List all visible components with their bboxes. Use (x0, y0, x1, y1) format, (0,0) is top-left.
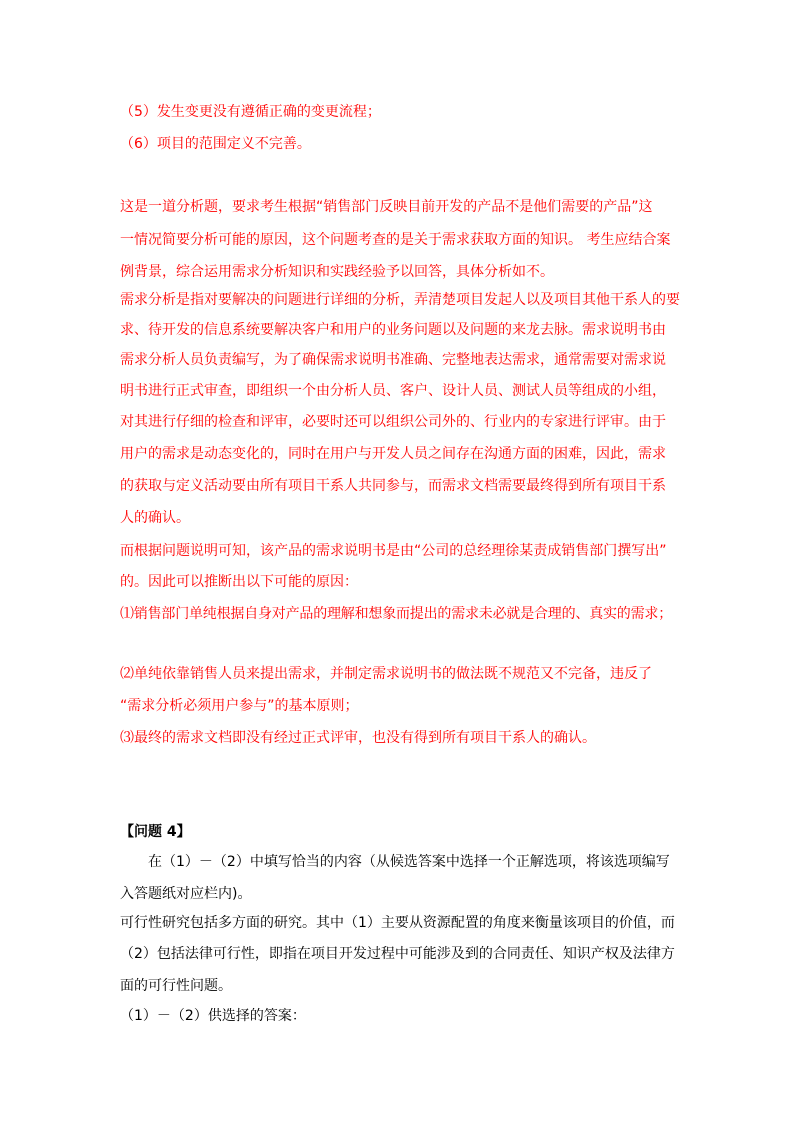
question-4-heading: 【问题 4】 (120, 824, 191, 840)
requirements-line: 用户的需求是动态变化的，同时在用户与开发人员之间存在沟通方面的困难，因此，需求 (120, 446, 666, 462)
question-4-instruction-line: 在（1）－（2）中填写恰当的内容（从候选答案中选择一个正解选项，将该选项编写 (148, 854, 670, 870)
analysis-intro-line: 例背景，综合运用需求分析知识和实践经验予以回答，具体分析如不。 (120, 264, 554, 280)
conclusion-point-3: ⑶最终的需求文档即没有经过正式评审，也没有得到所有项目干系人的确认。 (120, 730, 596, 746)
conclusion-point-2-line: “需求分析必须用户参与”的基本原则； (120, 698, 359, 714)
requirements-line: 明书进行正式审查，即组织一个由分析人员、客户、设计人员、测试人员等组成的小组， (120, 383, 666, 399)
requirements-line: 求、待开发的信息系统要解决客户和用户的业务问题以及问题的来龙去脉。需求说明书由 (120, 322, 666, 338)
question-4-body-line: 面的可行性问题。 (120, 978, 232, 994)
question-4-options-label: （1）－（2）供选择的答案： (120, 1008, 306, 1024)
reason-item-6: （6）项目的范围定义不完善。 (120, 136, 311, 152)
analysis-intro-line: 这是一道分析题，要求考生根据“销售部门反映目前开发的产品不是他们需要的产品”这 (120, 199, 653, 215)
question-4-body-line: 可行性研究包括多方面的研究。其中（1）主要从资源配置的角度来衡量该项目的价值，而 (120, 915, 675, 931)
requirements-line: 人的确认。 (120, 510, 190, 526)
conclusion-intro-line: 而根据问题说明可知，该产品的需求说明书是由“公司的总经理徐某责成销售部门撰写出” (120, 543, 667, 559)
question-4-instruction-line: 入答题纸对应栏内)。 (120, 886, 252, 902)
analysis-intro-line: 一情况简要分析可能的原因，这个问题考查的是关于需求获取方面的知识。 考生应结合案 (120, 232, 671, 248)
conclusion-intro-line: 的。因此可以推断出以下可能的原因： (120, 574, 358, 590)
reason-item-5: （5）发生变更没有遵循正确的变更流程； (120, 104, 381, 120)
question-4-body-line: （2）包括法律可行性，即指在项目开发过程中可能涉及到的合同责任、知识产权及法律方 (120, 946, 675, 962)
requirements-line: 需求分析是指对要解决的问题进行详细的分析，弄清楚项目发起人以及项目其他干系人的要 (120, 292, 680, 308)
conclusion-point-2-line: ⑵单纯依靠销售人员来提出需求，并制定需求说明书的做法既不规范又不完备，违反了 (120, 666, 652, 682)
requirements-line: 的获取与定义活动要由所有项目干系人共同参与，而需求文档需要最终得到所有项目干系 (120, 478, 666, 494)
requirements-line: 对其进行仔细的检查和评审，必要时还可以组织公司外的、行业内的专家进行评审。由于 (120, 414, 666, 430)
conclusion-point-1: ⑴销售部门单纯根据自身对产品的理解和想象而提出的需求未必就是合理的、真实的需求； (120, 606, 672, 622)
requirements-line: 需求分析人员负责编写，为了确保需求说明书准确、完整地表达需求，通常需要对需求说 (120, 352, 666, 368)
